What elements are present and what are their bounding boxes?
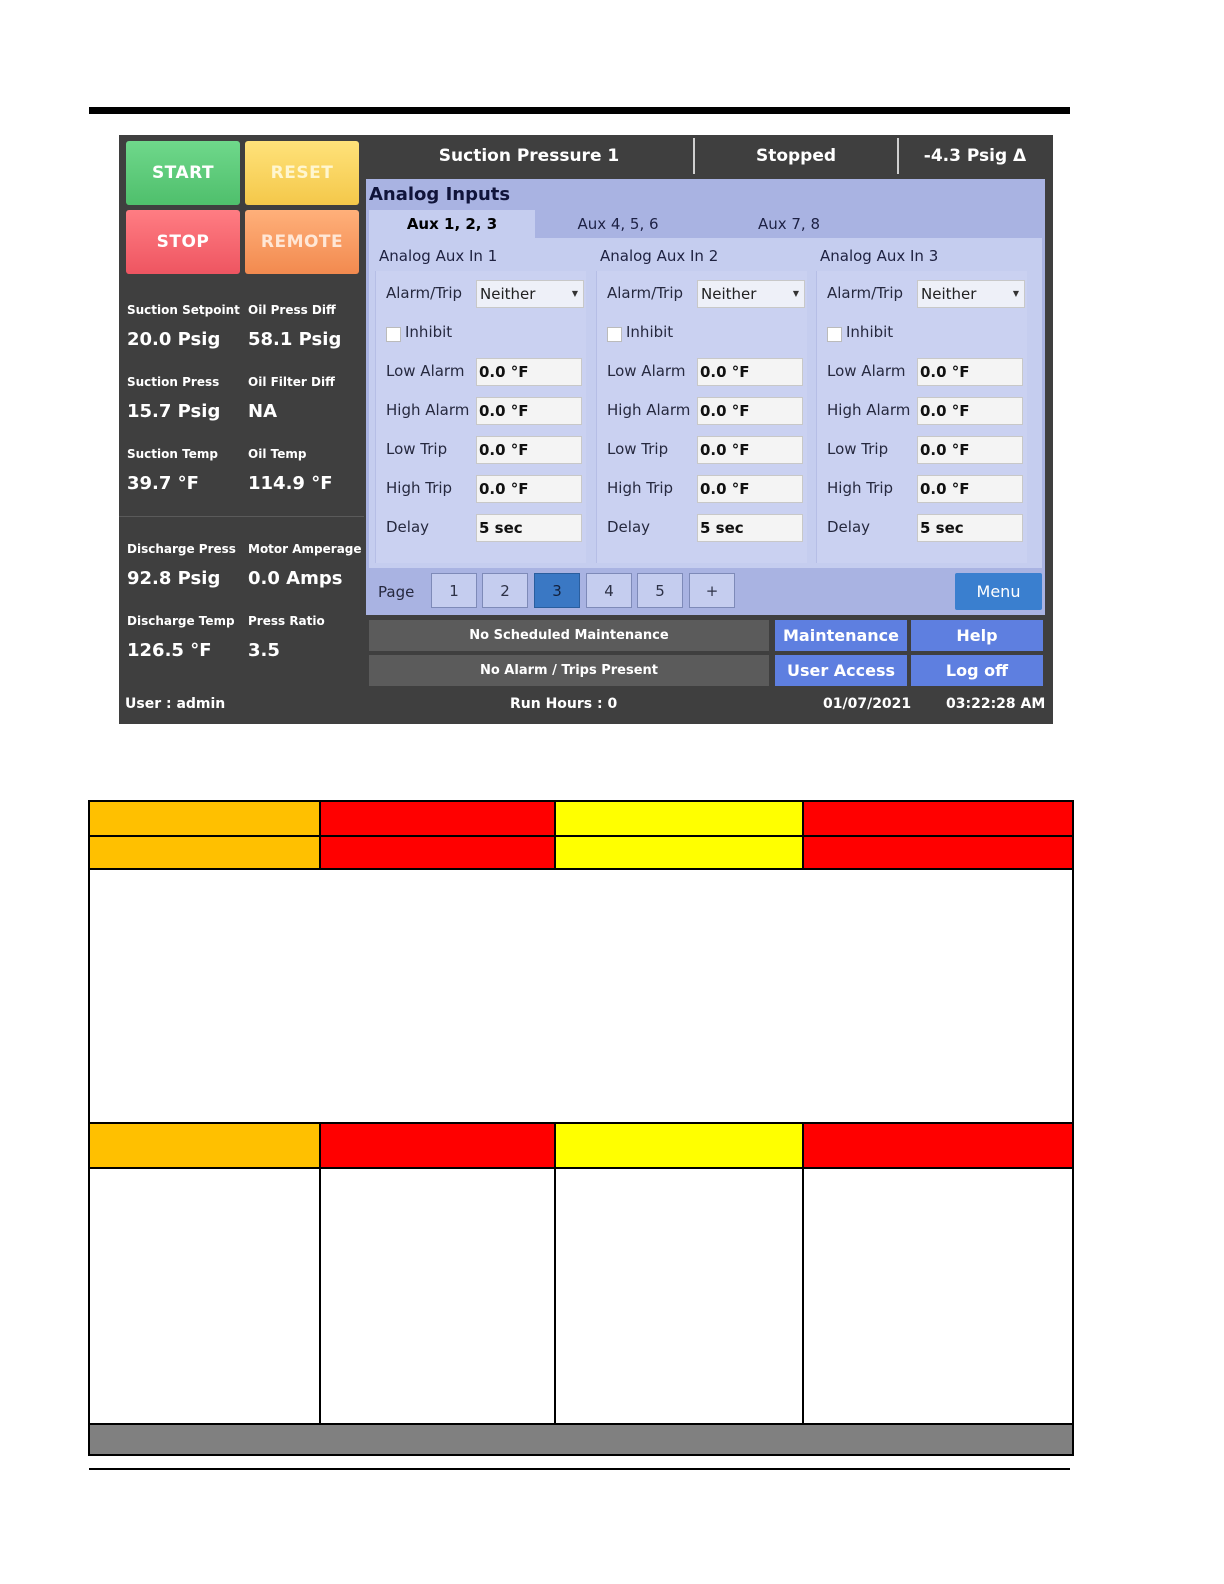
alarm-trip-select[interactable] [917,280,1025,308]
readout-motor-amperage [248,542,362,589]
pressure-delta-label: -4.3 Psig Δ [923,146,1027,166]
table-rule [90,1122,1072,1124]
header-cell-red [320,837,555,868]
add-page-button[interactable]: + [689,573,735,608]
header-cell-orange [90,837,320,868]
low-trip-field[interactable]: 0.0 °F [917,436,1023,464]
run-hours: Run Hours : 0 [510,696,618,712]
analog-aux-in-2 [590,238,808,568]
readout-value: 39.7 °F [127,473,199,494]
readout-label: Suction Press [127,375,220,389]
table-divider [319,802,321,868]
tab-content [369,238,1042,568]
pager-label: Page [378,583,415,601]
readout-divider [119,516,364,517]
readout-value: NA [248,401,277,422]
header-cell-yellow [555,802,803,835]
readout-value: 3.5 [248,640,280,661]
user-access-button[interactable]: User Access [775,655,907,686]
panel-title: Analog Inputs [369,184,511,205]
analog-aux-in-1 [369,238,587,568]
low-trip-field[interactable]: 0.0 °F [697,436,803,464]
low-alarm-label: Low Alarm [827,362,906,380]
readout-value: 20.0 Psig [127,329,221,350]
table-rule [90,835,1072,837]
page-4-button[interactable]: 4 [586,573,632,608]
page-5-button[interactable]: 5 [637,573,683,608]
current-user: User : admin [125,696,226,712]
analog-aux-in-3 [810,238,1028,568]
delay-label: Delay [607,518,651,536]
high-alarm-label: High Alarm [607,401,691,419]
readout-label: Suction Temp [127,447,218,461]
header-cell-yellow [555,1124,803,1167]
high-trip-field[interactable]: 0.0 °F [917,475,1023,503]
alarm-trip-value: Neither [480,285,536,303]
alarm-trip-select[interactable] [697,280,805,308]
table-rule [90,1167,1072,1169]
high-alarm-label: High Alarm [386,401,470,419]
readout-value: 58.1 Psig [248,329,342,350]
alarm-trip-value: Neither [921,285,977,303]
readout-press-ratio [248,614,325,661]
menu-button[interactable]: Menu [955,573,1042,610]
header-cell-red [803,1124,1072,1167]
table-divider [554,1122,556,1423]
high-alarm-field[interactable]: 0.0 °F [476,397,582,425]
inhibit-label: Inhibit [405,323,453,341]
delay-field[interactable]: 5 sec [476,514,582,542]
delay-label: Delay [386,518,430,536]
alarm-trip-select[interactable] [476,280,584,308]
chevron-down-icon: ▼ [571,289,578,298]
low-alarm-label: Low Alarm [607,362,686,380]
remote-button[interactable]: REMOTE [245,210,359,274]
start-button[interactable]: START [126,141,240,205]
current-time: 03:22:28 AM [946,696,1046,712]
inhibit-checkbox[interactable] [607,327,622,342]
low-trip-label: Low Trip [386,440,448,458]
readout-label: Suction Setpoint [127,303,240,317]
low-alarm-label: Low Alarm [386,362,465,380]
header-cell-yellow [555,837,803,868]
top-status-bar [366,135,1053,177]
tab-aux-7-8[interactable]: Aux 7, 8 [757,215,821,233]
high-alarm-label: High Alarm [827,401,911,419]
maintenance-status: No Scheduled Maintenance [369,620,769,651]
alarm-trip-label: Alarm/Trip [827,284,904,302]
readout-label: Oil Filter Diff [248,375,335,389]
alarm-trip-label: Alarm/Trip [386,284,463,302]
high-alarm-field[interactable]: 0.0 °F [697,397,803,425]
readout-label: Discharge Press [127,542,236,556]
chevron-down-icon: ▼ [1012,289,1019,298]
readout-label: Oil Press Diff [248,303,336,317]
readout-label: Discharge Temp [127,614,235,628]
hmi-screen [119,135,1053,724]
tab-aux-4-5-6[interactable]: Aux 4, 5, 6 [577,215,659,233]
header-cell-red [320,802,555,835]
header-cell-red [803,802,1072,835]
inhibit-checkbox[interactable] [827,327,842,342]
table-divider [802,802,804,868]
page-2-button[interactable]: 2 [482,573,528,608]
column-box [375,271,586,563]
footer-cell-gray [90,1425,1072,1454]
readout-discharge-temp [127,614,235,661]
low-alarm-field[interactable]: 0.0 °F [917,358,1023,386]
status-separator [693,138,695,174]
high-trip-label: High Trip [386,479,453,497]
table-divider [802,1122,804,1423]
readout-value: 126.5 °F [127,640,212,661]
alarm-status: No Alarm / Trips Present [369,655,769,686]
page-3-button[interactable]: 3 [534,573,580,608]
readout-oil-temp [248,447,333,494]
control-point-label: Suction Pressure 1 [438,146,620,166]
inhibit-checkbox[interactable] [386,327,401,342]
header-cell-red [320,1124,555,1167]
readout-suction-temp [127,447,218,494]
readout-suction-press [127,375,220,422]
high-alarm-field[interactable]: 0.0 °F [917,397,1023,425]
readout-value: 92.8 Psig [127,568,221,589]
low-alarm-field[interactable]: 0.0 °F [697,358,803,386]
log-off-button[interactable]: Log off [911,655,1043,686]
footer-rule [89,1468,1070,1470]
readout-oil-press-diff [248,303,341,350]
low-trip-field[interactable]: 0.0 °F [476,436,582,464]
color-table [88,800,1074,1456]
column-box [816,271,1027,563]
high-trip-field[interactable]: 0.0 °F [697,475,803,503]
chevron-down-icon: ▼ [792,289,799,298]
inhibit-label: Inhibit [626,323,674,341]
high-trip-label: High Trip [827,479,894,497]
header-cell-red [803,837,1072,868]
inhibit-label: Inhibit [846,323,894,341]
low-trip-label: Low Trip [607,440,669,458]
readout-oil-filter-diff [248,375,335,422]
high-trip-field[interactable]: 0.0 °F [476,475,582,503]
table-divider [319,1122,321,1423]
help-button[interactable]: Help [911,620,1043,651]
low-trip-label: Low Trip [827,440,889,458]
page-1-button[interactable]: 1 [431,573,477,608]
maintenance-button[interactable]: Maintenance [775,620,907,651]
low-alarm-field[interactable]: 0.0 °F [476,358,582,386]
readout-value: 15.7 Psig [127,401,221,422]
header-cell-orange [90,1124,320,1167]
analog-inputs-panel [366,179,1045,615]
status-separator [897,138,899,174]
column-title: Analog Aux In 2 [600,247,719,265]
delay-label: Delay [827,518,871,536]
table-divider [554,802,556,868]
readout-suction-setpoint [127,303,240,350]
readout-value: 114.9 °F [248,473,333,494]
stop-button[interactable]: STOP [126,210,240,274]
header-rule [89,107,1070,114]
readout-label: Press Ratio [248,614,325,628]
table-rule [90,1423,1072,1425]
readout-discharge-press [127,542,236,589]
delay-field[interactable]: 5 sec [917,514,1023,542]
alarm-trip-value: Neither [701,285,757,303]
column-box [596,271,807,563]
column-title: Analog Aux In 3 [820,247,939,265]
column-title: Analog Aux In 1 [379,247,498,265]
alarm-trip-label: Alarm/Trip [607,284,684,302]
header-cell-orange [90,802,320,835]
readout-label: Oil Temp [248,447,307,461]
run-state-label: Stopped [755,146,837,166]
current-date: 01/07/2021 [823,696,912,712]
table-rule [90,868,1072,870]
reset-button[interactable]: RESET [245,141,359,205]
high-trip-label: High Trip [607,479,674,497]
delay-field[interactable]: 5 sec [697,514,803,542]
readout-label: Motor Amperage [248,542,362,556]
tab-aux-1-2-3[interactable]: Aux 1, 2, 3 [369,210,535,238]
readout-value: 0.0 Amps [248,568,343,589]
